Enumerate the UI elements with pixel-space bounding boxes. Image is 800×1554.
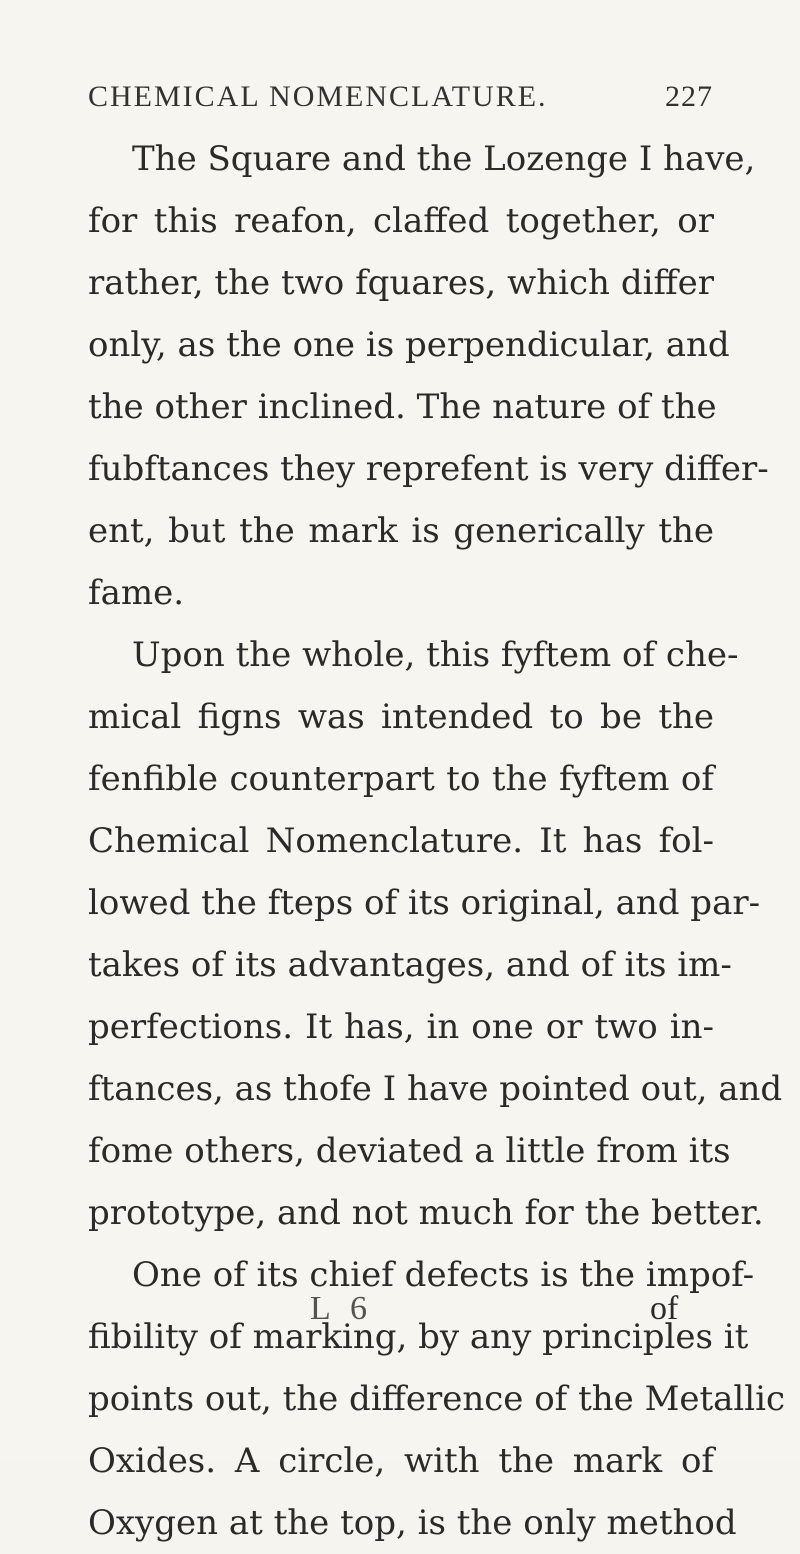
text-line: only, as the one is perpendicular, and xyxy=(88,325,730,365)
page-footer xyxy=(0,1290,800,1338)
text-line: mical figns was intended to be the xyxy=(88,697,714,737)
text-line: points out, the difference of the Metallic xyxy=(88,1379,786,1419)
text-line: fame. xyxy=(88,573,185,613)
text-line: ent, but the mark is generically the xyxy=(88,511,714,551)
running-title: CHEMICAL NOMENCLATURE. xyxy=(88,80,548,113)
text-line: Oxygen at the top, is the only method xyxy=(88,1503,737,1543)
text-line: fibility of marking, by any principles it xyxy=(88,1317,749,1357)
text-line: The Square and the Lozenge I have, xyxy=(132,139,756,179)
body-text xyxy=(88,128,786,1554)
running-header xyxy=(88,80,713,120)
text-line: fome others, deviated a little from its xyxy=(88,1131,731,1171)
text-line: fenfible counterpart to the fyftem of xyxy=(88,759,714,799)
text-line: Chemical Nomenclature. It has fol- xyxy=(88,821,714,861)
signature-mark: L 6 xyxy=(310,1290,374,1327)
text-line: Oxides. A circle, with the mark of xyxy=(88,1441,714,1481)
text-line: fubftances they reprefent is very differ- xyxy=(88,449,769,489)
text-line: rather, the two fquares, which differ xyxy=(88,263,714,303)
catchword: of xyxy=(650,1290,679,1327)
text-line: the other inclined. The nature of the xyxy=(88,387,717,427)
text-line: takes of its advantages, and of its im- xyxy=(88,945,732,985)
text-line: lowed the fteps of its original, and par- xyxy=(88,883,761,923)
text-line: for this reafon, claffed together, or xyxy=(88,201,714,241)
text-line: One of its chief defects is the impof- xyxy=(132,1255,755,1295)
text-line: perfections. It has, in one or two in- xyxy=(88,1007,714,1047)
text-line: ftances, as thofe I have pointed out, and xyxy=(88,1069,783,1109)
page-number: 227 xyxy=(665,80,713,113)
text-line: Upon the whole, this fyftem of che- xyxy=(132,635,739,675)
text-line: prototype, and not much for the better. xyxy=(88,1193,764,1233)
